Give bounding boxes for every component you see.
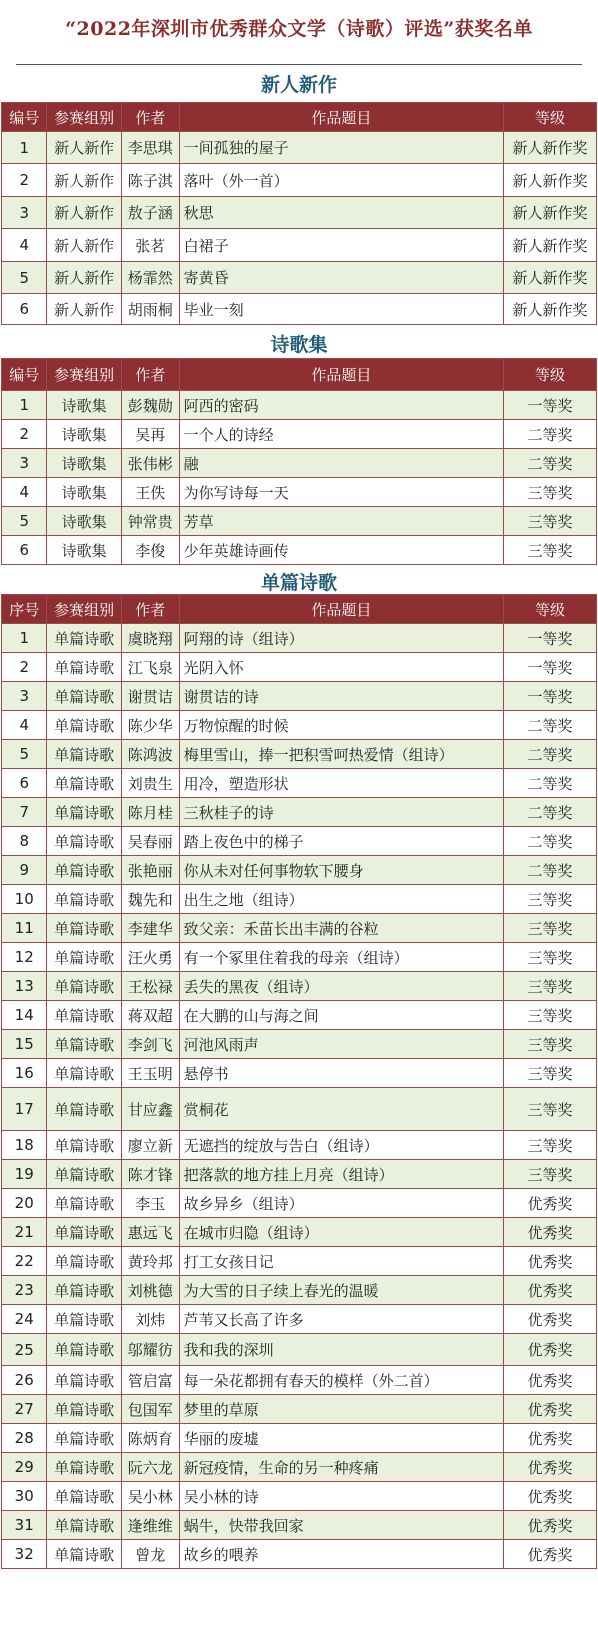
col-grade-cell: 新人新作奖 <box>504 164 597 197</box>
col-author-cell: 李玉 <box>121 1189 179 1218</box>
col-number-cell: 6 <box>2 536 47 565</box>
col-author-cell: 李思琪 <box>121 132 179 164</box>
col-author-cell: 曾龙 <box>121 1540 179 1569</box>
col-title-cell: 秋思 <box>179 197 503 229</box>
col-group-cell: 单篇诗歌 <box>47 1131 121 1160</box>
col-title-cell: 故乡的喂养 <box>179 1540 503 1569</box>
col-author-cell: 王玉明 <box>121 1059 179 1088</box>
col-author-cell: 陈炳育 <box>121 1424 179 1453</box>
col-grade-header: 等级 <box>504 359 597 391</box>
col-title-cell: 梅里雪山，捧一把积雪呵热爱情（组诗） <box>179 740 503 769</box>
col-grade-cell: 三等奖 <box>504 1131 597 1160</box>
col-author-cell: 阮六龙 <box>121 1453 179 1482</box>
col-title-cell: 打工女孩日记 <box>179 1247 503 1276</box>
col-group-cell: 单篇诗歌 <box>47 711 121 740</box>
col-title-cell: 每一朵花都拥有春天的模样（外二首） <box>179 1366 503 1395</box>
table-header-row <box>2 103 597 132</box>
col-group-cell: 单篇诗歌 <box>47 885 121 914</box>
col-grade-cell: 新人新作奖 <box>504 262 597 294</box>
table-row <box>2 1334 597 1366</box>
col-author-cell: 刘桃德 <box>121 1276 179 1305</box>
col-group-cell: 单篇诗歌 <box>47 827 121 856</box>
col-group-cell: 单篇诗歌 <box>47 682 121 711</box>
col-author-cell: 陈才锋 <box>121 1160 179 1189</box>
col-group-cell: 诗歌集 <box>47 449 121 478</box>
col-grade-cell: 三等奖 <box>504 1030 597 1059</box>
col-group-cell: 单篇诗歌 <box>47 798 121 827</box>
col-group-cell: 单篇诗歌 <box>47 972 121 1001</box>
col-title-cell: 芦苇又长高了许多 <box>179 1305 503 1334</box>
col-title-cell: 故乡异乡（组诗） <box>179 1189 503 1218</box>
table-header-row <box>2 595 597 624</box>
col-author-cell: 杨霏然 <box>121 262 179 294</box>
col-number-cell: 31 <box>2 1511 47 1540</box>
col-author-header: 作者 <box>121 595 179 624</box>
col-title-cell: 河池风雨声 <box>179 1030 503 1059</box>
table-row <box>2 1001 597 1030</box>
poetry-collection-award-table <box>1 358 597 565</box>
table-row <box>2 420 597 449</box>
col-grade-cell: 优秀奖 <box>504 1189 597 1218</box>
col-group-cell: 单篇诗歌 <box>47 1059 121 1088</box>
col-grade-cell: 新人新作奖 <box>504 294 597 325</box>
col-number-cell: 2 <box>2 420 47 449</box>
col-group-cell: 诗歌集 <box>47 391 121 420</box>
col-number-cell: 5 <box>2 262 47 294</box>
col-number-cell: 23 <box>2 1276 47 1305</box>
table-row <box>2 885 597 914</box>
table-row <box>2 132 597 164</box>
table-row <box>2 262 597 294</box>
col-number-cell: 6 <box>2 294 47 325</box>
col-grade-cell: 二等奖 <box>504 769 597 798</box>
table-row <box>2 391 597 420</box>
col-author-cell: 甘应鑫 <box>121 1088 179 1131</box>
table-row <box>2 856 597 885</box>
table-row <box>2 1482 597 1511</box>
table-row <box>2 827 597 856</box>
col-grade-cell: 三等奖 <box>504 1059 597 1088</box>
col-title-cell: 为大雪的日子续上春光的温暖 <box>179 1276 503 1305</box>
col-grade-cell: 优秀奖 <box>504 1218 597 1247</box>
col-author-cell: 廖立新 <box>121 1131 179 1160</box>
col-title-cell: 用冷，塑造形状 <box>179 769 503 798</box>
col-group-cell: 诗歌集 <box>47 478 121 507</box>
col-group-cell: 单篇诗歌 <box>47 1334 121 1366</box>
col-grade-cell: 二等奖 <box>504 449 597 478</box>
col-group-cell: 单篇诗歌 <box>47 943 121 972</box>
col-grade-cell: 优秀奖 <box>504 1453 597 1482</box>
col-number-cell: 18 <box>2 1131 47 1160</box>
col-number-cell: 4 <box>2 229 47 262</box>
section-title-newcomer: 新人新作 <box>260 74 337 96</box>
col-grade-cell: 优秀奖 <box>504 1511 597 1540</box>
col-group-cell: 单篇诗歌 <box>47 1366 121 1395</box>
col-group-header: 参赛组别 <box>47 103 121 132</box>
col-grade-cell: 二等奖 <box>504 420 597 449</box>
col-author-cell: 李剑飞 <box>121 1030 179 1059</box>
table-row <box>2 798 597 827</box>
col-number-cell: 4 <box>2 478 47 507</box>
col-group-cell: 新人新作 <box>47 164 121 197</box>
col-author-cell: 汪火勇 <box>121 943 179 972</box>
col-number-cell: 25 <box>2 1334 47 1366</box>
table-row <box>2 769 597 798</box>
col-number-cell: 22 <box>2 1247 47 1276</box>
col-grade-cell: 三等奖 <box>504 943 597 972</box>
col-number-cell: 32 <box>2 1540 47 1569</box>
table-row <box>2 914 597 943</box>
table-row <box>2 1511 597 1540</box>
col-author-cell: 陈鸿波 <box>121 740 179 769</box>
col-title-cell: 毕业一刻 <box>179 294 503 325</box>
table-row <box>2 536 597 565</box>
col-number-cell: 1 <box>2 132 47 164</box>
col-grade-cell: 二等奖 <box>504 827 597 856</box>
table-row <box>2 1131 597 1160</box>
col-group-cell: 单篇诗歌 <box>47 1482 121 1511</box>
col-number-cell: 19 <box>2 1160 47 1189</box>
col-number-cell: 8 <box>2 827 47 856</box>
col-group-cell: 单篇诗歌 <box>47 653 121 682</box>
section-title-single-poem: 单篇诗歌 <box>260 572 337 594</box>
col-grade-cell: 三等奖 <box>504 536 597 565</box>
col-author-cell: 包国军 <box>121 1395 179 1424</box>
col-group-cell: 单篇诗歌 <box>47 1511 121 1540</box>
table-row <box>2 449 597 478</box>
col-group-cell: 单篇诗歌 <box>47 624 121 653</box>
col-group-cell: 新人新作 <box>47 294 121 325</box>
col-grade-cell: 新人新作奖 <box>504 197 597 229</box>
table-row <box>2 197 597 229</box>
col-number-cell: 3 <box>2 682 47 711</box>
col-author-cell: 彭魏勋 <box>121 391 179 420</box>
col-grade-cell: 三等奖 <box>504 507 597 536</box>
col-number-cell: 14 <box>2 1001 47 1030</box>
col-group-cell: 单篇诗歌 <box>47 1030 121 1059</box>
col-grade-cell: 优秀奖 <box>504 1305 597 1334</box>
col-group-cell: 单篇诗歌 <box>47 1453 121 1482</box>
col-number-header: 序号 <box>2 595 47 624</box>
col-number-cell: 27 <box>2 1395 47 1424</box>
col-number-cell: 3 <box>2 449 47 478</box>
col-grade-cell: 三等奖 <box>504 478 597 507</box>
col-grade-cell: 优秀奖 <box>504 1540 597 1569</box>
section-title-poetry-collection: 诗歌集 <box>270 334 328 356</box>
col-title-cell: 白裙子 <box>179 229 503 262</box>
col-number-cell: 20 <box>2 1189 47 1218</box>
table-row <box>2 1189 597 1218</box>
col-title-cell: 在大鹏的山与海之间 <box>179 1001 503 1030</box>
col-number-cell: 9 <box>2 856 47 885</box>
col-grade-cell: 一等奖 <box>504 653 597 682</box>
col-grade-cell: 三等奖 <box>504 1088 597 1131</box>
col-author-cell: 陈月桂 <box>121 798 179 827</box>
col-title-cell: 梦里的草原 <box>179 1395 503 1424</box>
table-row <box>2 1540 597 1569</box>
col-title-cell: 把落款的地方挂上月亮（组诗） <box>179 1160 503 1189</box>
table-row <box>2 682 597 711</box>
col-author-cell: 刘炜 <box>121 1305 179 1334</box>
col-author-cell: 张茗 <box>121 229 179 262</box>
col-title-cell: 无遮挡的绽放与告白（组诗） <box>179 1131 503 1160</box>
table-row <box>2 1305 597 1334</box>
col-title-cell: 为你写诗每一天 <box>179 478 503 507</box>
table-row <box>2 1218 597 1247</box>
col-author-cell: 惠远飞 <box>121 1218 179 1247</box>
col-number-cell: 12 <box>2 943 47 972</box>
col-title-cell: 新冠疫情，生命的另一种疼痛 <box>179 1453 503 1482</box>
col-title-cell: 一个人的诗经 <box>179 420 503 449</box>
table-row <box>2 1088 597 1131</box>
col-group-cell: 单篇诗歌 <box>47 1160 121 1189</box>
col-group-cell: 单篇诗歌 <box>47 914 121 943</box>
col-author-cell: 刘贵生 <box>121 769 179 798</box>
col-grade-cell: 三等奖 <box>504 885 597 914</box>
col-title-cell: 少年英雄诗画传 <box>179 536 503 565</box>
col-author-cell: 张伟彬 <box>121 449 179 478</box>
col-title-cell: 踏上夜色中的梯子 <box>179 827 503 856</box>
page-title: “2022年深圳市优秀群众文学（诗歌）评选”获奖名单 <box>65 18 533 40</box>
col-title-cell: 在城市归隐（组诗） <box>179 1218 503 1247</box>
newcomer-award-table <box>1 102 597 325</box>
col-group-header: 参赛组别 <box>47 359 121 391</box>
table-row <box>2 294 597 325</box>
col-author-cell: 邬耀彷 <box>121 1334 179 1366</box>
col-grade-cell: 新人新作奖 <box>504 132 597 164</box>
table-row <box>2 711 597 740</box>
col-author-cell: 蒋双超 <box>121 1001 179 1030</box>
col-number-cell: 5 <box>2 507 47 536</box>
col-author-cell: 胡雨桐 <box>121 294 179 325</box>
col-group-cell: 单篇诗歌 <box>47 1276 121 1305</box>
col-grade-cell: 三等奖 <box>504 1001 597 1030</box>
col-grade-cell: 优秀奖 <box>504 1424 597 1453</box>
col-grade-cell: 三等奖 <box>504 914 597 943</box>
col-title-cell: 阿西的密码 <box>179 391 503 420</box>
col-number-header: 编号 <box>2 103 47 132</box>
col-number-cell: 17 <box>2 1088 47 1131</box>
table-row <box>2 1424 597 1453</box>
col-grade-cell: 二等奖 <box>504 856 597 885</box>
table-row <box>2 164 597 197</box>
col-grade-cell: 二等奖 <box>504 740 597 769</box>
col-author-header: 作者 <box>121 359 179 391</box>
col-title-cell: 丢失的黑夜（组诗） <box>179 972 503 1001</box>
table-row <box>2 1059 597 1088</box>
table-row <box>2 624 597 653</box>
col-group-cell: 新人新作 <box>47 197 121 229</box>
col-title-cell: 万物惊醒的时候 <box>179 711 503 740</box>
col-title-cell: 三秋桂子的诗 <box>179 798 503 827</box>
col-grade-cell: 三等奖 <box>504 972 597 1001</box>
col-grade-cell: 新人新作奖 <box>504 229 597 262</box>
col-grade-cell: 二等奖 <box>504 798 597 827</box>
col-title-cell: 光阴入怀 <box>179 653 503 682</box>
table-row <box>2 1160 597 1189</box>
col-author-cell: 虞晓翔 <box>121 624 179 653</box>
col-title-cell: 落叶（外一首） <box>179 164 503 197</box>
table-row <box>2 229 597 262</box>
col-group-cell: 单篇诗歌 <box>47 1424 121 1453</box>
col-group-cell: 单篇诗歌 <box>47 1218 121 1247</box>
col-grade-header: 等级 <box>504 103 597 132</box>
col-group-cell: 诗歌集 <box>47 420 121 449</box>
col-group-cell: 新人新作 <box>47 229 121 262</box>
col-title-cell: 寄黄昏 <box>179 262 503 294</box>
col-group-cell: 单篇诗歌 <box>47 1088 121 1131</box>
col-author-cell: 李俊 <box>121 536 179 565</box>
col-author-cell: 张艳丽 <box>121 856 179 885</box>
table-row <box>2 1366 597 1395</box>
col-group-cell: 新人新作 <box>47 262 121 294</box>
col-author-cell: 吴小林 <box>121 1482 179 1511</box>
col-title-cell: 蜗牛，快带我回家 <box>179 1511 503 1540</box>
single-poem-award-table <box>1 594 597 1569</box>
col-author-cell: 钟常贵 <box>121 507 179 536</box>
col-number-cell: 5 <box>2 740 47 769</box>
col-number-cell: 1 <box>2 391 47 420</box>
col-group-header: 参赛组别 <box>47 595 121 624</box>
col-author-cell: 敖子涵 <box>121 197 179 229</box>
col-title-header: 作品题目 <box>179 103 503 132</box>
col-number-cell: 10 <box>2 885 47 914</box>
table-row <box>2 478 597 507</box>
table-row <box>2 1030 597 1059</box>
col-author-cell: 管启富 <box>121 1366 179 1395</box>
col-number-cell: 13 <box>2 972 47 1001</box>
col-author-cell: 黄玲邦 <box>121 1247 179 1276</box>
col-title-cell: 阿翔的诗（组诗） <box>179 624 503 653</box>
table-row <box>2 740 597 769</box>
col-group-cell: 单篇诗歌 <box>47 1395 121 1424</box>
col-group-cell: 单篇诗歌 <box>47 856 121 885</box>
col-number-cell: 6 <box>2 769 47 798</box>
table-row <box>2 653 597 682</box>
col-group-cell: 单篇诗歌 <box>47 1001 121 1030</box>
col-grade-header: 等级 <box>504 595 597 624</box>
table-row <box>2 943 597 972</box>
col-grade-cell: 三等奖 <box>504 1160 597 1189</box>
col-author-cell: 李建华 <box>121 914 179 943</box>
col-title-cell: 有一个冢里住着我的母亲（组诗） <box>179 943 503 972</box>
col-author-cell: 王松禄 <box>121 972 179 1001</box>
col-grade-cell: 二等奖 <box>504 711 597 740</box>
col-title-cell: 吴小林的诗 <box>179 1482 503 1511</box>
col-grade-cell: 一等奖 <box>504 391 597 420</box>
col-number-cell: 2 <box>2 653 47 682</box>
col-author-header: 作者 <box>121 103 179 132</box>
col-author-cell: 吴春丽 <box>121 827 179 856</box>
col-number-cell: 1 <box>2 624 47 653</box>
col-number-cell: 16 <box>2 1059 47 1088</box>
col-number-header: 编号 <box>2 359 47 391</box>
col-author-cell: 谢贯诘 <box>121 682 179 711</box>
col-author-cell: 逢维维 <box>121 1511 179 1540</box>
col-title-cell: 谢贯诘的诗 <box>179 682 503 711</box>
col-number-cell: 28 <box>2 1424 47 1453</box>
col-grade-cell: 一等奖 <box>504 624 597 653</box>
col-grade-cell: 一等奖 <box>504 682 597 711</box>
col-author-cell: 魏先和 <box>121 885 179 914</box>
col-title-cell: 赏桐花 <box>179 1088 503 1131</box>
col-number-cell: 24 <box>2 1305 47 1334</box>
col-number-cell: 26 <box>2 1366 47 1395</box>
col-group-cell: 单篇诗歌 <box>47 740 121 769</box>
col-number-cell: 11 <box>2 914 47 943</box>
col-group-cell: 单篇诗歌 <box>47 769 121 798</box>
table-row <box>2 972 597 1001</box>
col-grade-cell: 优秀奖 <box>504 1366 597 1395</box>
col-title-cell: 悬停书 <box>179 1059 503 1088</box>
col-group-cell: 诗歌集 <box>47 507 121 536</box>
col-title-cell: 我和我的深圳 <box>179 1334 503 1366</box>
col-grade-cell: 优秀奖 <box>504 1334 597 1366</box>
table-row <box>2 1395 597 1424</box>
col-group-cell: 新人新作 <box>47 132 121 164</box>
col-author-cell: 陈少华 <box>121 711 179 740</box>
col-title-header: 作品题目 <box>179 359 503 391</box>
table-row <box>2 1276 597 1305</box>
col-author-cell: 陈子淇 <box>121 164 179 197</box>
col-title-cell: 芳草 <box>179 507 503 536</box>
col-author-cell: 王佚 <box>121 478 179 507</box>
col-number-cell: 2 <box>2 164 47 197</box>
table-row <box>2 1247 597 1276</box>
col-number-cell: 21 <box>2 1218 47 1247</box>
col-group-cell: 诗歌集 <box>47 536 121 565</box>
col-author-cell: 江飞泉 <box>121 653 179 682</box>
col-number-cell: 4 <box>2 711 47 740</box>
col-title-cell: 华丽的废墟 <box>179 1424 503 1453</box>
table-header-row <box>2 359 597 391</box>
col-author-cell: 吴再 <box>121 420 179 449</box>
col-group-cell: 单篇诗歌 <box>47 1305 121 1334</box>
col-title-cell: 融 <box>179 449 503 478</box>
col-group-cell: 单篇诗歌 <box>47 1247 121 1276</box>
col-group-cell: 单篇诗歌 <box>47 1189 121 1218</box>
col-number-cell: 15 <box>2 1030 47 1059</box>
col-number-cell: 7 <box>2 798 47 827</box>
col-grade-cell: 优秀奖 <box>504 1395 597 1424</box>
col-grade-cell: 优秀奖 <box>504 1276 597 1305</box>
title-divider <box>16 64 582 65</box>
col-title-cell: 致父亲：禾苗长出丰满的谷粒 <box>179 914 503 943</box>
col-title-header: 作品题目 <box>179 595 503 624</box>
col-number-cell: 3 <box>2 197 47 229</box>
col-group-cell: 单篇诗歌 <box>47 1540 121 1569</box>
col-grade-cell: 优秀奖 <box>504 1482 597 1511</box>
table-row <box>2 1453 597 1482</box>
col-number-cell: 29 <box>2 1453 47 1482</box>
col-grade-cell: 优秀奖 <box>504 1247 597 1276</box>
col-number-cell: 30 <box>2 1482 47 1511</box>
col-title-cell: 一间孤独的屋子 <box>179 132 503 164</box>
table-row <box>2 507 597 536</box>
col-title-cell: 出生之地（组诗） <box>179 885 503 914</box>
col-title-cell: 你从未对任何事物软下腰身 <box>179 856 503 885</box>
